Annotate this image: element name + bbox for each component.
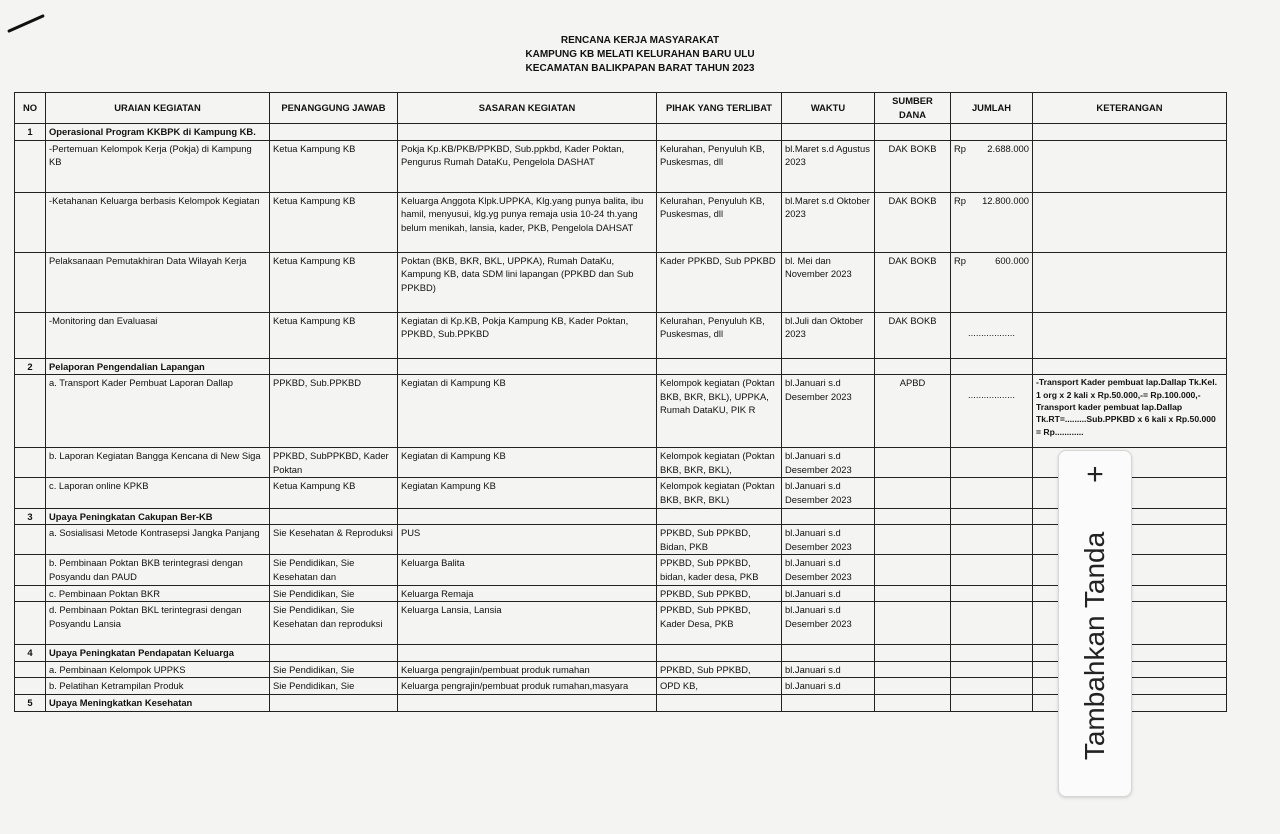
- title-line-3: KECAMATAN BALIKPAPAN BARAT TAHUN 2023: [525, 63, 755, 74]
- cell-uraian: b. Pelatihan Ketrampilan Produk: [46, 678, 270, 695]
- col-header-sumber-dana: SUMBER DANA: [875, 93, 951, 124]
- cell-sasaran: PUS: [398, 525, 657, 555]
- cell-jumlah: [951, 192, 1033, 252]
- cell-penanggung-jawab: Sie Pendidikan, Sie: [270, 585, 398, 602]
- section-no: 5: [15, 694, 46, 711]
- col-header-sasaran: SASARAN KEGIATAN: [398, 93, 657, 124]
- cell-keterangan: [1033, 192, 1227, 252]
- cell-waktu: bl.Januari s.d Desember 2023: [782, 555, 875, 585]
- cell-penanggung-jawab: Sie Kesehatan & Reproduksi: [270, 525, 398, 555]
- section-row: [15, 694, 1227, 711]
- section-title: Upaya Meningkatkan Kesehatan: [46, 694, 270, 711]
- section-no: 3: [15, 508, 46, 525]
- cell-pihak: Kelurahan, Penyuluh KB, Puskesmas, dll: [657, 192, 782, 252]
- cell-waktu: bl.Maret s.d Oktober 2023: [782, 192, 875, 252]
- section-row: [15, 508, 1227, 525]
- section-no: 4: [15, 645, 46, 662]
- cell-pihak: Kelurahan, Penyuluh KB, Puskesmas, dll: [657, 312, 782, 358]
- cell-jumlah: [951, 252, 1033, 312]
- currency-label: Rp: [954, 142, 966, 154]
- cell-sasaran: Keluarga pengrajin/pembuat produk rumahan,masyara: [398, 678, 657, 695]
- cell-sumber-dana: DAK BOKB: [875, 192, 951, 252]
- cell-sumber-dana: APBD: [875, 375, 951, 448]
- col-header-waktu: WAKTU: [782, 93, 875, 124]
- cell-pihak: Kelompok kegiatan (Poktan BKB, BKR, BKL),: [657, 448, 782, 478]
- cell-pihak: PPKBD, Sub PPKBD,: [657, 661, 782, 678]
- cell-uraian: Pelaksanaan Pemutakhiran Data Wilayah Kerja: [46, 252, 270, 312]
- table-row: [15, 478, 1227, 508]
- cell-penanggung-jawab: Ketua Kampung KB: [270, 478, 398, 508]
- cell-pihak: PPKBD, Sub PPKBD, bidan, kader desa, PKB: [657, 555, 782, 585]
- amount-value: 12.800.000: [982, 194, 1029, 206]
- title-line-1: RENCANA KERJA MASYARAKAT: [560, 35, 720, 46]
- table-row: [15, 661, 1227, 678]
- table-row: [15, 555, 1227, 585]
- cell-sumber-dana: DAK BOKB: [875, 312, 951, 358]
- col-header-pihak: PIHAK YANG TERLIBAT: [657, 93, 782, 124]
- cell-sasaran: Keluarga Anggota Klpk.UPPKA, Klg.yang punya balita, ibu hamil, menyusui, klg.yg punya remaja usia 10-24 th.yang belum menikah, lansia, kader, PKB, Pengelola DAHSAT: [398, 192, 657, 252]
- cell-uraian: -Monitoring dan Evaluasai: [46, 312, 270, 358]
- cell-pihak: PPKBD, Sub PPKBD,: [657, 585, 782, 602]
- cell-jumlah-placeholder: ..................: [951, 375, 1033, 448]
- table-row: [15, 252, 1227, 312]
- table-row: [15, 375, 1227, 448]
- section-row: [15, 645, 1227, 662]
- cell-penanggung-jawab: Ketua Kampung KB: [270, 140, 398, 192]
- cell-penanggung-jawab: Sie Pendidikan, Sie: [270, 661, 398, 678]
- cell-uraian: a. Sosialisasi Metode Kontrasepsi Jangka Panjang: [46, 525, 270, 555]
- amount-value: 600.000: [995, 254, 1029, 266]
- amount-value: 2.688.000: [987, 142, 1029, 154]
- cell-waktu: bl.Januari s.d Desember 2023: [782, 448, 875, 478]
- cell-uraian: -Pertemuan Kelompok Kerja (Pokja) di Kampung KB: [46, 140, 270, 192]
- add-signature-panel[interactable]: [1058, 450, 1132, 797]
- cell-sasaran: Keluarga pengrajin/pembuat produk rumahan: [398, 661, 657, 678]
- section-title: Upaya Peningkatan Cakupan Ber-KB: [46, 508, 270, 525]
- cell-sasaran: Keluarga Balita: [398, 555, 657, 585]
- cell-keterangan: [1033, 140, 1227, 192]
- col-header-uraian: URAIAN KEGIATAN: [46, 93, 270, 124]
- cell-pihak: Kelompok kegiatan (Poktan BKB, BKR, BKL), UPPKA, Rumah DataKU, PIK R: [657, 375, 782, 448]
- cell-jumlah-placeholder: ..................: [951, 312, 1033, 358]
- section-row: [15, 124, 1227, 141]
- cell-waktu: bl.Maret s.d Agustus 2023: [782, 140, 875, 192]
- cell-waktu: bl.Januari s.d Desember 2023: [782, 525, 875, 555]
- cell-uraian: d. Pembinaan Poktan BKL terintegrasi dengan Posyandu Lansia: [46, 602, 270, 645]
- work-plan-table: [14, 92, 1227, 712]
- cell-pihak: OPD KB,: [657, 678, 782, 695]
- cell-uraian: a. Transport Kader Pembuat Laporan Dallap: [46, 375, 270, 448]
- cell-sasaran: Keluarga Remaja: [398, 585, 657, 602]
- table-row: [15, 602, 1227, 645]
- table-row: [15, 312, 1227, 358]
- cell-uraian: b. Laporan Kegiatan Bangga Kencana di New Siga: [46, 448, 270, 478]
- cell-penanggung-jawab: PPKBD, SubPPKBD, Kader Poktan: [270, 448, 398, 478]
- table-row: [15, 678, 1227, 695]
- cell-sasaran: Kegiatan di Kp.KB, Pokja Kampung KB, Kader Poktan, PPKBD, Sub.PPKBD: [398, 312, 657, 358]
- cell-sumber-dana: DAK BOKB: [875, 252, 951, 312]
- cell-penanggung-jawab: PPKBD, Sub.PPKBD: [270, 375, 398, 448]
- pen-stroke-mark: [7, 14, 45, 33]
- cell-sasaran: Kegiatan di Kampung KB: [398, 375, 657, 448]
- cell-pihak: PPKBD, Sub PPKBD, Kader Desa, PKB: [657, 602, 782, 645]
- cell-uraian: -Ketahanan Keluarga berbasis Kelompok Kegiatan: [46, 192, 270, 252]
- document-title-block: [0, 34, 1280, 76]
- cell-waktu: bl.Januari s.d Desember 2023: [782, 602, 875, 645]
- cell-sasaran: Kegiatan di Kampung KB: [398, 448, 657, 478]
- table-row: [15, 448, 1227, 478]
- section-row: [15, 358, 1227, 375]
- cell-waktu: bl.Januari s.d: [782, 678, 875, 695]
- cell-keterangan: [1033, 252, 1227, 312]
- table-row: [15, 585, 1227, 602]
- cell-penanggung-jawab: Ketua Kampung KB: [270, 252, 398, 312]
- cell-uraian: c. Pembinaan Poktan BKR: [46, 585, 270, 602]
- cell-uraian: a. Pembinaan Kelompok UPPKS: [46, 661, 270, 678]
- cell-waktu: bl.Januari s.d: [782, 585, 875, 602]
- cell-penanggung-jawab: Sie Pendidikan, Sie Kesehatan dan reproduksi: [270, 602, 398, 645]
- section-title: Pelaporan Pengendalian Lapangan: [46, 358, 270, 375]
- cell-waktu: bl.Januari s.d Desember 2023: [782, 375, 875, 448]
- table-header-row: [15, 93, 1227, 124]
- cell-penanggung-jawab: Ketua Kampung KB: [270, 192, 398, 252]
- cell-penanggung-jawab: Sie Pendidikan, Sie Kesehatan dan: [270, 555, 398, 585]
- section-no: 1: [15, 124, 46, 141]
- col-header-keterangan: KETERANGAN: [1033, 93, 1227, 124]
- cell-sasaran: Kegiatan Kampung KB: [398, 478, 657, 508]
- section-title: Upaya Peningkatan Pendapatan Keluarga: [46, 645, 270, 662]
- cell-penanggung-jawab: Ketua Kampung KB: [270, 312, 398, 358]
- table-row: [15, 192, 1227, 252]
- section-no: 2: [15, 358, 46, 375]
- title-line-2: KAMPUNG KB MELATI KELURAHAN BARU ULU: [525, 49, 755, 60]
- cell-waktu: bl.Januari s.d: [782, 661, 875, 678]
- currency-label: Rp: [954, 194, 966, 206]
- cell-pihak: Kelurahan, Penyuluh KB, Puskesmas, dll: [657, 140, 782, 192]
- cell-jumlah: [951, 140, 1033, 192]
- cell-waktu: bl.Januari s.d Desember 2023: [782, 478, 875, 508]
- add-signature-label[interactable]: Tambahkan Tanda: [1079, 531, 1110, 761]
- cell-waktu: bl.Juli dan Oktober 2023: [782, 312, 875, 358]
- col-header-jumlah: JUMLAH: [951, 93, 1033, 124]
- cell-pihak: Kelompok kegiatan (Poktan BKB, BKR, BKL): [657, 478, 782, 508]
- cell-sasaran: Keluarga Lansia, Lansia: [398, 602, 657, 645]
- cell-sasaran: Poktan (BKB, BKR, BKL, UPPKA), Rumah DataKu, Kampung KB, data SDM lini lapangan (PPKBD dan Sub PPKBD): [398, 252, 657, 312]
- table-row: [15, 525, 1227, 555]
- section-title: Operasional Program KKBPK di Kampung KB.: [46, 124, 270, 141]
- cell-keterangan: -Transport Kader pembuat lap.Dallap Tk.Kel. 1 org x 2 kali x Rp.50.000,-= Rp.100.000,- Transport kader pembuat lap.Dallap Tk.RT=.........Sub.PPKBD x 6 kali x Rp.50.000 = Rp............: [1033, 375, 1227, 448]
- currency-label: Rp: [954, 254, 966, 266]
- cell-uraian: b. Pembinaan Poktan BKB terintegrasi dengan Posyandu dan PAUD: [46, 555, 270, 585]
- plus-icon[interactable]: +: [1086, 458, 1104, 491]
- col-header-penanggung-jawab: PENANGGUNG JAWAB: [270, 93, 398, 124]
- col-header-no: NO: [15, 93, 46, 124]
- cell-pihak: PPKBD, Sub PPKBD, Bidan, PKB: [657, 525, 782, 555]
- cell-pihak: Kader PPKBD, Sub PPKBD: [657, 252, 782, 312]
- cell-penanggung-jawab: Sie Pendidikan, Sie: [270, 678, 398, 695]
- table-row: [15, 140, 1227, 192]
- cell-sasaran: Pokja Kp.KB/PKB/PPKBD, Sub.ppkbd, Kader Poktan, Pengurus Rumah DataKu, Pengelola DASHAT: [398, 140, 657, 192]
- cell-waktu: bl. Mei dan November 2023: [782, 252, 875, 312]
- cell-sumber-dana: DAK BOKB: [875, 140, 951, 192]
- cell-keterangan: [1033, 312, 1227, 358]
- cell-uraian: c. Laporan online KPKB: [46, 478, 270, 508]
